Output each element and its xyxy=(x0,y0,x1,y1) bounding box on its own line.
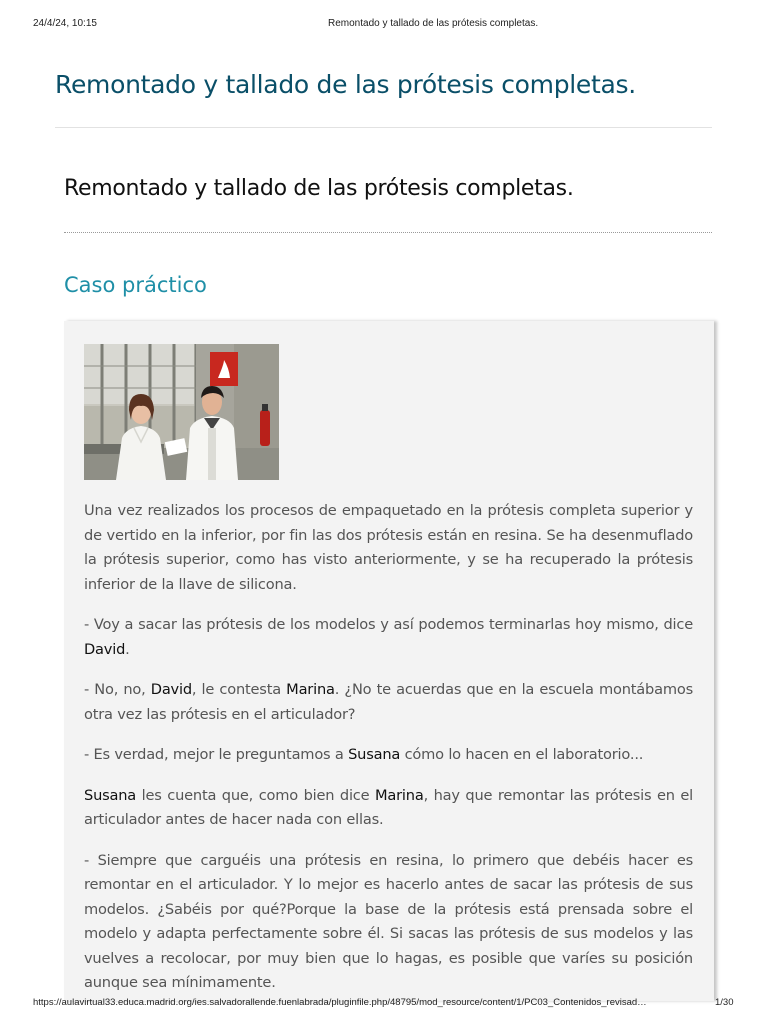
page-title: Remontado y tallado de las prótesis completas. xyxy=(64,176,574,201)
section-title-caso-practico: Caso práctico xyxy=(64,273,207,297)
paragraph-dialog-3 xyxy=(84,743,693,768)
site-title: Remontado y tallado de las prótesis completas. xyxy=(55,70,636,99)
character-name: Marina xyxy=(375,786,424,804)
print-page-title: Remontado y tallado de las prótesis completas. xyxy=(328,18,539,29)
paragraph-dialog-4 xyxy=(84,784,693,833)
case-study-text xyxy=(84,499,693,1001)
lab-photo xyxy=(84,344,279,480)
character-name: Susana xyxy=(348,746,401,763)
text-fragment: les cuenta que, como bien dice xyxy=(136,786,375,804)
text-fragment: , le contesta xyxy=(191,681,287,698)
character-name: David xyxy=(150,681,192,698)
character-name: David xyxy=(84,640,126,658)
text-fragment: - No, no, xyxy=(84,681,151,698)
text-fragment: cómo lo hacen en el laboratorio... xyxy=(400,746,644,763)
text-fragment: - Es verdad, mejor le preguntamos a xyxy=(84,746,349,763)
page-number: 1/30 xyxy=(715,997,734,1008)
paragraph-dialog-2 xyxy=(84,678,693,727)
text-fragment: . ¿No te acuerdas que en la escuela montábamos otra vez las prótesis en el articulador? xyxy=(84,681,694,723)
print-header xyxy=(0,14,768,32)
print-footer xyxy=(0,994,768,1010)
character-name: Susana xyxy=(84,786,137,804)
case-study-box xyxy=(64,321,714,1001)
text-fragment: - Voy a sacar las prótesis de los modelos y así podemos terminarlas hoy mismo, dice xyxy=(84,616,693,633)
character-name: Marina xyxy=(286,681,335,698)
text-fragment: , hay que remontar las prótesis en el articulador antes de hacer nada con ellas. xyxy=(84,786,693,828)
paragraph-dialog-1 xyxy=(84,613,693,662)
source-url-link[interactable]: https://aulavirtual33.educa.madrid.org/ies.salvadorallende.fuenlabrada/pluginfile.php/48795/mod_resource/content/1/PC03_Contenidos_revisad… xyxy=(33,997,647,1008)
print-datetime: 24/4/24, 10:15 xyxy=(33,18,97,29)
paragraph-intro: Una vez realizados los procesos de empaquetado en la prótesis completa superior y de vertido en la inferior, por fin las dos prótesis están en resina. Se ha desenmuflado la prótesis superior, como has visto anteriormente, y se ha recuperado la prótesis inferior de la llave de silicona. xyxy=(84,502,693,593)
paragraph-dialog-5: - Siempre que carguéis una prótesis en resina, lo primero que debéis hacer es remontar en el articulador. Y lo mejor es hacerlo antes de sacar las prótesis de sus modelos. ¿Sabéis por qué?Porque la base de la prótesis está prensada sobre el modelo y adapta perfectamente sobre él. Si sacas las prótesis de sus modelos y las vuelves a recolocar, por muy bien que lo hagas, es posible que varíes su posición aunque sea mínimamente. xyxy=(84,851,693,991)
title-divider xyxy=(64,232,712,233)
header-divider xyxy=(55,127,712,128)
text-fragment: . xyxy=(125,640,130,658)
